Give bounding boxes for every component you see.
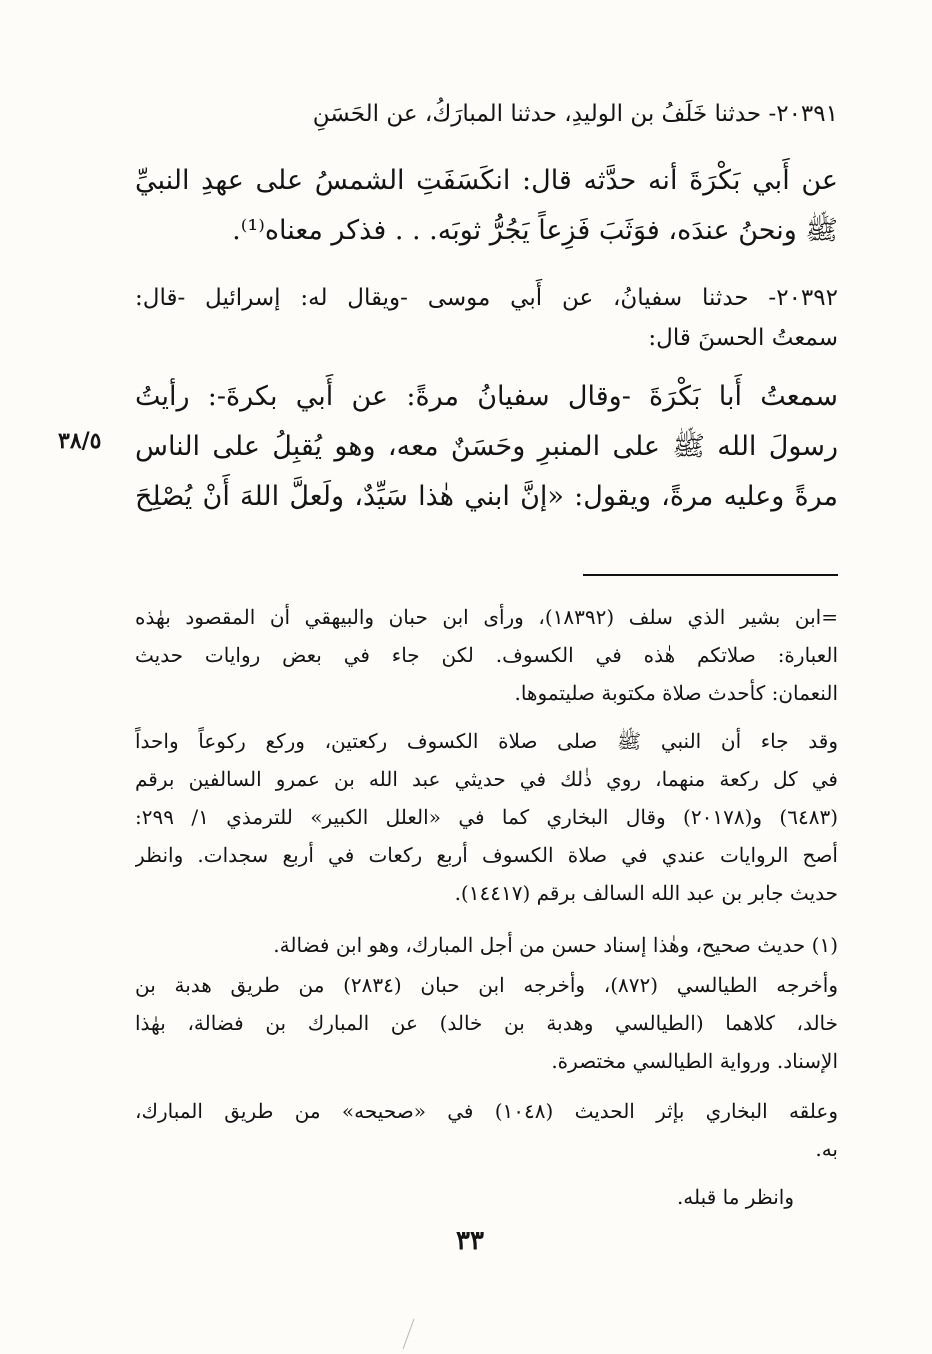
footnote-continuation xyxy=(135,598,838,712)
margin-volume-page-reference: ٣٨/٥ xyxy=(58,428,102,454)
matn-line: عن أَبي بَكْرَةَ أنه حدَّثه قال: انكَسَفَتِ الشمسُ على عهدِ النبيِّ xyxy=(135,165,838,196)
footnote-line: أصح الروايات عندي في صلاة الكسوف أربع ركعات في أربع سجدات. وانظر xyxy=(135,843,838,867)
hadith-20392-isnad xyxy=(135,278,838,358)
isnad-line: ٢٠٣٩١- حدثنا خَلَفُ بن الوليدِ، حدثنا المبارَكُ، عن الحَسَنِ xyxy=(312,101,838,127)
footnote-bukhari-taliq xyxy=(135,1092,838,1168)
hadith-20392-matn xyxy=(135,372,838,522)
stray-pen-mark xyxy=(403,1319,415,1349)
footnote-line: وقد جاء أن النبي ﷺ صلى صلاة الكسوف ركعتين، وركع ركوعاً واحداً xyxy=(135,729,838,753)
matn-line: رسولَ الله ﷺ على المنبرِ وحَسَنٌ معه، وهو يُقبِلُ على الناس xyxy=(135,431,838,462)
footnote-line: وأخرجه الطيالسي (٨٧٢)، وأخرجه ابن حبان (٢٨٣٤) من طريق هدبة بن xyxy=(135,973,838,997)
isnad-line: ٢٠٣٩٢- حدثنا سفيانُ، عن أَبي موسى -ويقال له: إسرائيل -قال: xyxy=(135,285,838,311)
hadith-20391-isnad xyxy=(135,94,838,134)
footnote-line: خالد، كلاهما (الطيالسي وهدبة بن خالد) عن المبارك بن فضالة، بهٰذا xyxy=(135,1011,838,1035)
footnote-line: النعمان: كأحدث صلاة مكتوبة صليتموها. xyxy=(514,681,838,705)
footnote-see-previous xyxy=(135,1178,838,1216)
page-number: ٣٣ xyxy=(456,1226,484,1256)
footnote-line: حديث جابر بن عبد الله السالف برقم (١٤٤١٧). xyxy=(454,881,838,905)
matn-line: مرةً وعليه مرةً، ويقول: «إنَّ ابني هٰذا سَيِّدٌ، ولَعلَّ اللهَ أَنْ يُصْلِحَ xyxy=(135,481,838,512)
footnote-takhrij xyxy=(135,966,838,1080)
footnote-line: وعلقه البخاري بإثر الحديث (١٠٤٨) في «صحيحه» من طريق المبارك، xyxy=(135,1099,838,1123)
footnote-line: الإسناد. ورواية الطيالسي مختصرة. xyxy=(551,1049,838,1073)
footnote-1 xyxy=(135,926,838,964)
footnote-line: وانظر ما قبله. xyxy=(676,1185,794,1209)
matn-line: سمعتُ أَبا بَكْرَةَ -وقال سفيانُ مرةً: عن أَبي بكرةَ-: رأيتُ xyxy=(135,381,838,412)
footnote-line: (١) حديث صحيح، وهٰذا إسناد حسن من أجل المبارك، وهو ابن فضالة. xyxy=(273,933,838,957)
footnote-eclipse-prayer xyxy=(135,722,838,912)
footnote-line: (٦٤٨٣) و(٢٠١٧٨) وقال البخاري كما في «العلل الكبير» للترمذي ١/ ٢٩٩: xyxy=(135,805,838,829)
footnote-line: =ابن بشير الذي سلف (١٨٣٩٢)، ورأى ابن حبان والبيهقي أن المقصود بهٰذه xyxy=(135,605,838,629)
isnad-line: سمعتُ الحسنَ قال: xyxy=(648,325,838,351)
matn-line: ﷺ ونحنُ عندَه، فوَثَبَ فَزِعاً يَجُرُّ ثوبَه. . . فذكر معناه⁽¹⁾. xyxy=(232,215,838,246)
footnote-line: العبارة: صلاتكم هٰذه في الكسوف. لكن جاء في بعض روايات حديث xyxy=(135,643,838,667)
hadith-20391-matn xyxy=(135,156,838,256)
footnote-line: به. xyxy=(815,1137,838,1161)
footnote-line: في كل ركعة منهما، روي ذٰلك في حديثي عبد الله بن عمرو السالفين برقم xyxy=(135,767,838,791)
footnote-separator xyxy=(583,574,838,576)
